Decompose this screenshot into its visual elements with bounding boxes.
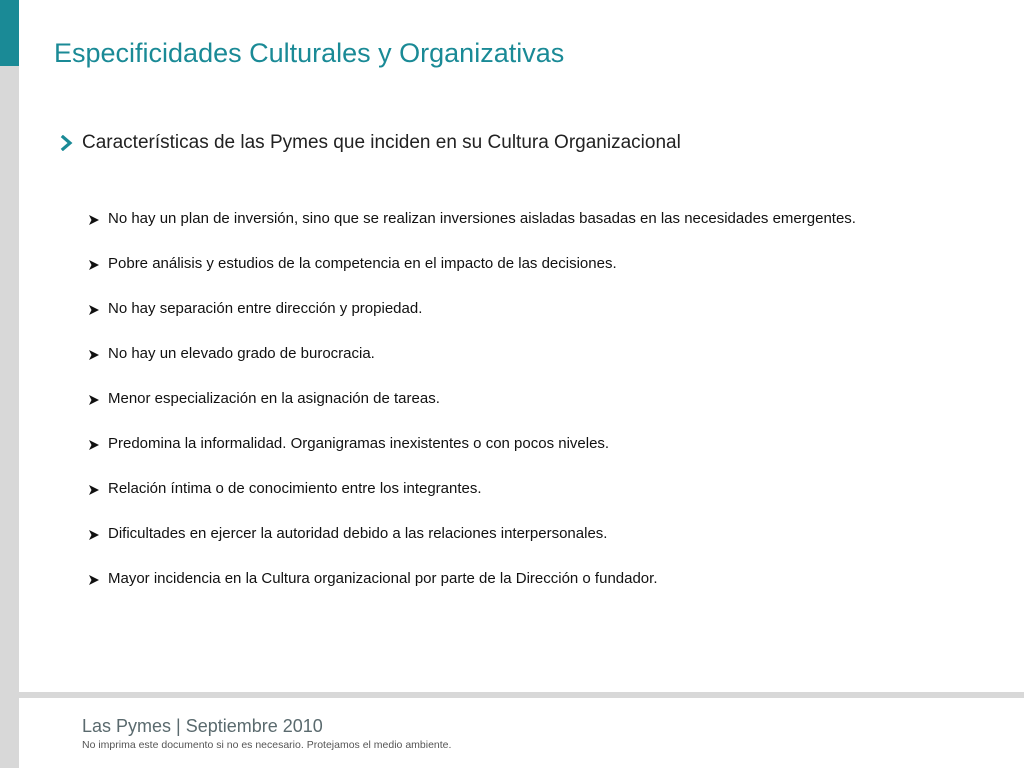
list-item [88,252,856,275]
bullet-text: No hay un elevado grado de burocracia. [108,345,375,362]
chevron-right-icon [60,135,74,151]
arrow-right-icon [88,483,100,495]
section-heading [60,132,681,154]
arrow-right-icon [88,213,100,225]
left-rail [0,0,19,768]
list-item [88,567,856,590]
bullet-text: No hay separación entre dirección y propiedad. [108,300,423,317]
list-item [88,522,856,545]
list-item [88,207,856,230]
list-item [88,342,856,365]
section-label: Características de las Pymes que inciden en su Cultura Organizacional [82,132,681,153]
bullet-text: Mayor incidencia en la Cultura organizacional por parte de la Dirección o fundador. [108,570,658,587]
list-item [88,432,856,455]
slide-title: Especificidades Culturales y Organizativas [54,38,565,68]
bullet-text: Predomina la informalidad. Organigramas inexistentes o con pocos niveles. [108,435,610,452]
footer-title: Las Pymes | Septiembre 2010 [82,716,323,736]
bullet-list [88,207,856,612]
left-rail-accent [0,0,19,66]
bullet-text: No hay un plan de inversión, sino que se realizan inversiones aisladas basadas en las necesidades emergentes. [108,210,856,227]
list-item [88,297,856,320]
arrow-right-icon [88,438,100,450]
arrow-right-icon [88,348,100,360]
bullet-text: Relación íntima o de conocimiento entre los integrantes. [108,480,482,497]
footer-note: No imprima este documento si no es necesario. Protejamos el medio ambiente. [82,739,452,751]
list-item [88,477,856,500]
arrow-right-icon [88,573,100,585]
arrow-right-icon [88,393,100,405]
list-item [88,387,856,410]
bullet-text: Pobre análisis y estudios de la competencia en el impacto de las decisiones. [108,255,617,272]
footer-divider [19,692,1024,698]
arrow-right-icon [88,258,100,270]
arrow-right-icon [88,528,100,540]
arrow-right-icon [88,303,100,315]
bullet-text: Dificultades en ejercer la autoridad debido a las relaciones interpersonales. [108,525,608,542]
bullet-text: Menor especialización en la asignación de tareas. [108,390,440,407]
